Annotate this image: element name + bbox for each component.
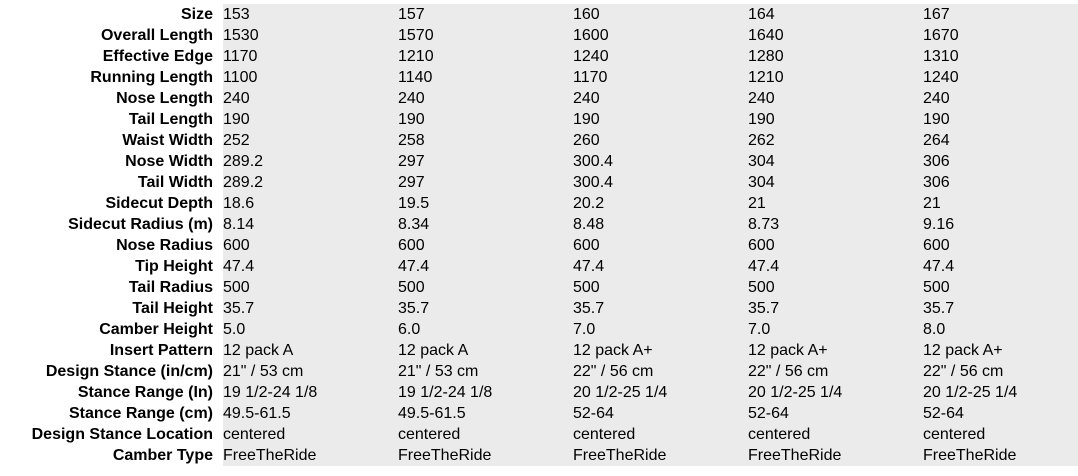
table-cell: 190 xyxy=(748,109,923,130)
table-cell: 500 xyxy=(223,277,398,298)
table-cell: 600 xyxy=(748,235,923,256)
table-cell: 300.4 xyxy=(573,172,748,193)
table-cell: 20 1/2-25 1/4 xyxy=(923,382,1078,403)
table-row xyxy=(0,193,1078,214)
table-cell: 1240 xyxy=(573,46,748,67)
table-cell: 306 xyxy=(923,172,1078,193)
table-row xyxy=(0,88,1078,109)
table-cell: 35.7 xyxy=(223,298,398,319)
table-cell: 47.4 xyxy=(748,256,923,277)
table-cell: 1240 xyxy=(923,67,1078,88)
table-row xyxy=(0,319,1078,340)
table-row xyxy=(0,214,1078,235)
row-label: Waist Width xyxy=(122,132,213,149)
table-cell: 500 xyxy=(748,277,923,298)
table-row xyxy=(0,361,1078,382)
table-cell: 240 xyxy=(748,88,923,109)
table-cell: 289.2 xyxy=(223,151,398,172)
table-cell: 7.0 xyxy=(748,319,923,340)
table-cell: 600 xyxy=(573,235,748,256)
table-cell: 1280 xyxy=(748,46,923,67)
table-row xyxy=(0,67,1078,88)
row-label: Design Stance (in/cm) xyxy=(45,363,213,380)
table-row xyxy=(0,445,1078,466)
table-cell: 12 pack A+ xyxy=(573,340,748,361)
table-cell: 1100 xyxy=(223,67,398,88)
table-cell: 35.7 xyxy=(573,298,748,319)
table-cell: 1210 xyxy=(398,46,573,67)
table-cell: 20 1/2-25 1/4 xyxy=(573,382,748,403)
table-row xyxy=(0,151,1078,172)
table-cell: 167 xyxy=(923,4,1078,25)
table-row xyxy=(0,109,1078,130)
table-cell: 52-64 xyxy=(748,403,923,424)
table-cell: 260 xyxy=(573,130,748,151)
table-cell: 500 xyxy=(398,277,573,298)
table-cell: 21 xyxy=(748,193,923,214)
table-cell: 12 pack A xyxy=(223,340,398,361)
table-cell: 297 xyxy=(398,151,573,172)
table-cell: 47.4 xyxy=(223,256,398,277)
table-cell: 600 xyxy=(398,235,573,256)
table-row xyxy=(0,46,1078,67)
table-row xyxy=(0,172,1078,193)
table-cell: 8.34 xyxy=(398,214,573,235)
table-cell: 12 pack A+ xyxy=(748,340,923,361)
table-cell: 306 xyxy=(923,151,1078,172)
table-cell: 240 xyxy=(398,88,573,109)
table-row xyxy=(0,424,1078,445)
table-cell: 264 xyxy=(923,130,1078,151)
table-row xyxy=(0,382,1078,403)
table-row xyxy=(0,340,1078,361)
table-cell: 12 pack A+ xyxy=(923,340,1078,361)
row-label: Overall Length xyxy=(100,27,213,44)
table-cell: 8.0 xyxy=(923,319,1078,340)
table-cell: centered xyxy=(223,424,398,445)
table-cell: centered xyxy=(573,424,748,445)
table-cell: 12 pack A xyxy=(398,340,573,361)
table-cell: 20 1/2-25 1/4 xyxy=(748,382,923,403)
table-cell: FreeTheRide xyxy=(573,445,748,466)
table-cell: 190 xyxy=(923,109,1078,130)
table-cell: 600 xyxy=(923,235,1078,256)
table-cell: 1570 xyxy=(398,25,573,46)
table-cell: 500 xyxy=(923,277,1078,298)
table-row xyxy=(0,4,1078,25)
table-row xyxy=(0,25,1078,46)
table-cell: 258 xyxy=(398,130,573,151)
table-cell: 500 xyxy=(573,277,748,298)
table-row xyxy=(0,235,1078,256)
table-cell: 22" / 56 cm xyxy=(923,361,1078,382)
row-label: Stance Range (cm) xyxy=(68,405,213,422)
table-cell: 1140 xyxy=(398,67,573,88)
table-cell: 5.0 xyxy=(223,319,398,340)
table-row xyxy=(0,130,1078,151)
table-cell: 190 xyxy=(398,109,573,130)
table-cell: 1210 xyxy=(748,67,923,88)
table-cell: 240 xyxy=(573,88,748,109)
spec-table-body xyxy=(0,4,1078,466)
row-label: Running Length xyxy=(90,69,213,86)
table-cell: 160 xyxy=(573,4,748,25)
table-cell: 21" / 53 cm xyxy=(223,361,398,382)
table-cell: 47.4 xyxy=(398,256,573,277)
row-label: Tail Radius xyxy=(128,279,213,296)
row-label: Tip Height xyxy=(135,258,213,275)
table-cell: centered xyxy=(398,424,573,445)
row-label: Effective Edge xyxy=(102,48,213,65)
table-row xyxy=(0,298,1078,319)
table-row xyxy=(0,256,1078,277)
row-label: Tail Length xyxy=(128,111,213,128)
table-cell: 240 xyxy=(923,88,1078,109)
table-cell: 35.7 xyxy=(923,298,1078,319)
table-cell: 18.6 xyxy=(223,193,398,214)
table-cell: 21 xyxy=(923,193,1078,214)
table-cell: 8.73 xyxy=(748,214,923,235)
table-cell: 19 1/2-24 1/8 xyxy=(398,382,573,403)
table-cell: 21" / 53 cm xyxy=(398,361,573,382)
row-label: Insert Pattern xyxy=(109,342,213,359)
table-cell: 1670 xyxy=(923,25,1078,46)
table-cell: 9.16 xyxy=(923,214,1078,235)
table-cell: 1530 xyxy=(223,25,398,46)
table-cell: 6.0 xyxy=(398,319,573,340)
table-cell: 22" / 56 cm xyxy=(573,361,748,382)
table-cell: 252 xyxy=(223,130,398,151)
table-cell: 22" / 56 cm xyxy=(748,361,923,382)
row-label: Sidecut Depth xyxy=(105,195,213,212)
table-cell: 289.2 xyxy=(223,172,398,193)
table-cell: centered xyxy=(748,424,923,445)
table-cell: 7.0 xyxy=(573,319,748,340)
table-cell: FreeTheRide xyxy=(223,445,398,466)
row-label: Nose Width xyxy=(125,153,213,170)
table-row xyxy=(0,277,1078,298)
table-cell: 1600 xyxy=(573,25,748,46)
table-cell: 35.7 xyxy=(748,298,923,319)
table-cell: 153 xyxy=(223,4,398,25)
table-cell: FreeTheRide xyxy=(748,445,923,466)
table-cell: 8.48 xyxy=(573,214,748,235)
table-cell: 240 xyxy=(223,88,398,109)
table-cell: 49.5-61.5 xyxy=(398,403,573,424)
row-label: Size xyxy=(180,6,213,23)
table-cell: 52-64 xyxy=(923,403,1078,424)
table-cell: 47.4 xyxy=(573,256,748,277)
row-label: Tail Width xyxy=(137,174,213,191)
table-cell: 190 xyxy=(223,109,398,130)
table-cell: 20.2 xyxy=(573,193,748,214)
row-label: Sidecut Radius (m) xyxy=(68,216,213,233)
table-cell: 1170 xyxy=(573,67,748,88)
row-label: Camber Type xyxy=(112,447,213,464)
table-cell: 19.5 xyxy=(398,193,573,214)
table-cell: 300.4 xyxy=(573,151,748,172)
table-cell: 262 xyxy=(748,130,923,151)
row-label: Design Stance Location xyxy=(31,426,213,443)
row-label: Stance Range (In) xyxy=(77,384,213,401)
table-cell: FreeTheRide xyxy=(398,445,573,466)
table-cell: 1640 xyxy=(748,25,923,46)
table-cell: 19 1/2-24 1/8 xyxy=(223,382,398,403)
table-cell: 600 xyxy=(223,235,398,256)
row-label: Nose Length xyxy=(116,90,213,107)
table-cell: 190 xyxy=(573,109,748,130)
row-label: Nose Radius xyxy=(116,237,213,254)
table-cell: 304 xyxy=(748,151,923,172)
table-cell: 8.14 xyxy=(223,214,398,235)
spec-table xyxy=(0,4,1078,466)
table-cell: 297 xyxy=(398,172,573,193)
row-label: Camber Height xyxy=(99,321,213,338)
table-cell: FreeTheRide xyxy=(923,445,1078,466)
row-label: Tail Height xyxy=(132,300,213,317)
table-cell: 164 xyxy=(748,4,923,25)
table-cell: 47.4 xyxy=(923,256,1078,277)
table-row xyxy=(0,403,1078,424)
table-cell: 157 xyxy=(398,4,573,25)
table-cell: 304 xyxy=(748,172,923,193)
table-cell: 35.7 xyxy=(398,298,573,319)
table-cell: 1310 xyxy=(923,46,1078,67)
table-cell: 49.5-61.5 xyxy=(223,403,398,424)
table-cell: 52-64 xyxy=(573,403,748,424)
table-cell: 1170 xyxy=(223,46,398,67)
table-cell: centered xyxy=(923,424,1078,445)
